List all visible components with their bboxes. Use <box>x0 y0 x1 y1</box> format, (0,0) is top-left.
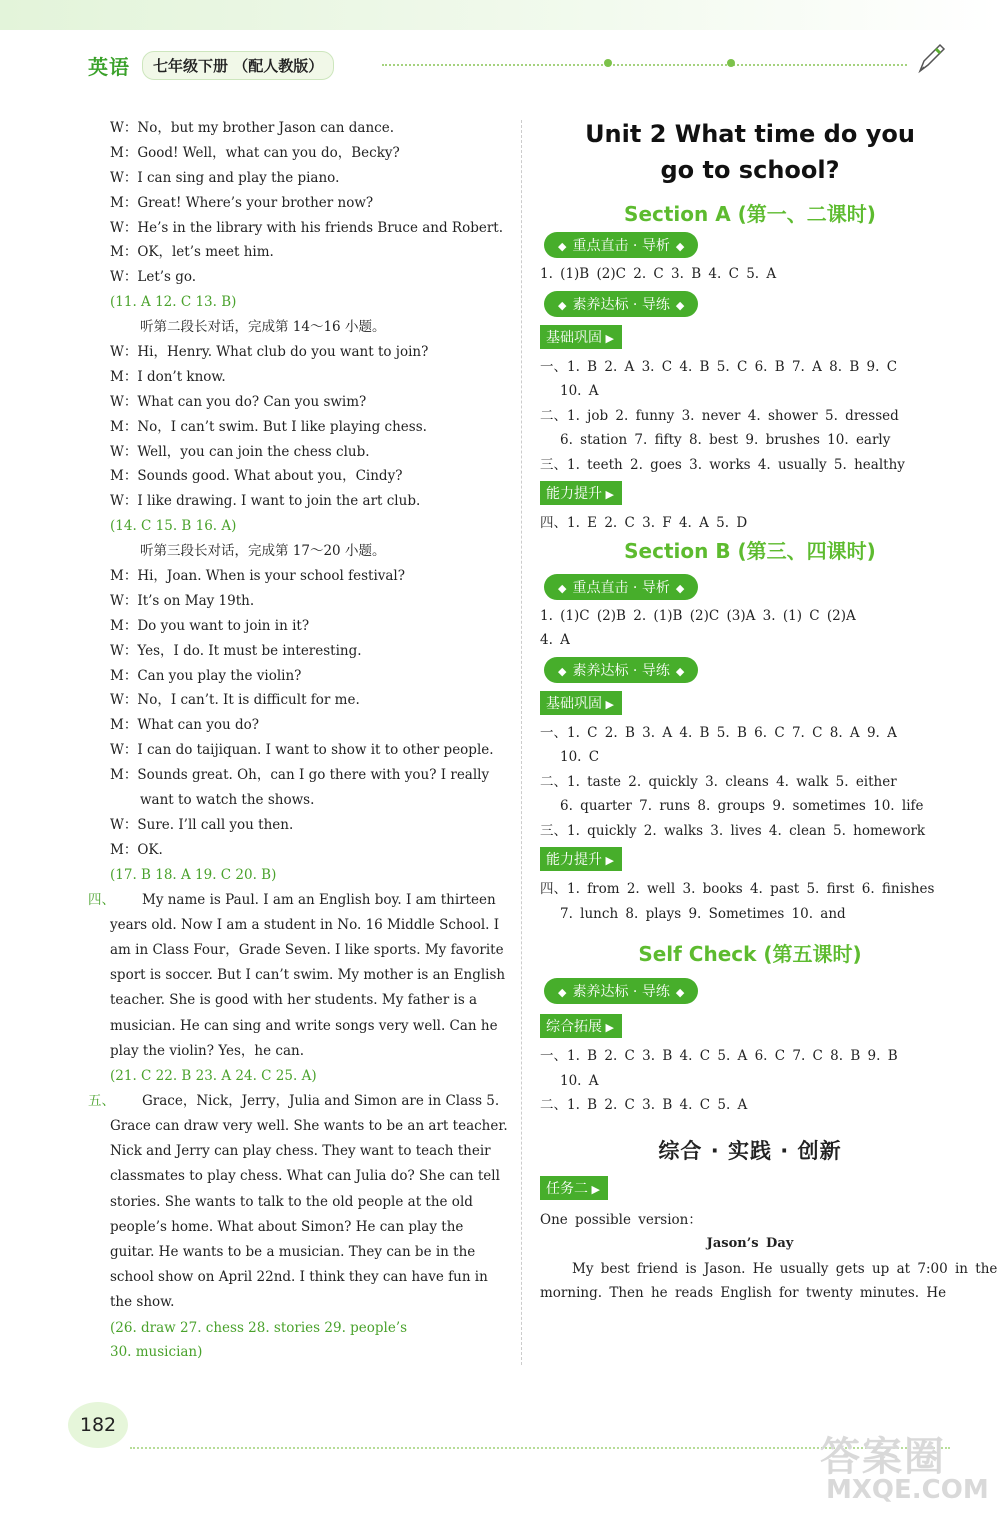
passage-line <box>110 1290 505 1315</box>
dialogue-line: W：Well，you can join the chess club. <box>110 443 370 460</box>
dialogue-line: want to watch the shows. <box>140 792 315 809</box>
header-divider <box>382 64 907 66</box>
answers-30: 30. musician) <box>110 1344 203 1361</box>
answer-line: 四、1. from 2. well 3. books 4. past 5. first 6. finishes <box>540 881 935 897</box>
passage-text: the show. <box>110 1294 175 1311</box>
dialogue-line: W：No，I can’t. It is difficult for me. <box>110 692 360 709</box>
passage-line <box>110 1014 505 1039</box>
passage-text: musician. He can sing and write songs very well. Can he <box>110 1017 498 1034</box>
passage-text: years old. Now I am a student in No. 16 Middle School. I <box>110 916 500 933</box>
answer-line: 4. A <box>540 632 570 648</box>
passage-text: stories. She wants to talk to the old people at the old <box>110 1193 473 1210</box>
passage-line <box>110 988 505 1013</box>
dialogue-line: M：What can you do? <box>110 717 260 734</box>
header-dot <box>604 59 612 67</box>
tag-ability: 能力提升 ▶ <box>540 481 622 505</box>
answers-26-29: (26. draw 27. chess 28. stories 29. people’s <box>110 1319 408 1336</box>
dialogue-line: 听第三段长对话，完成第 17～20 小题。 <box>140 543 386 560</box>
grade-label: 七年级下册 （配人教版） <box>142 51 334 80</box>
passage-line <box>88 1089 505 1114</box>
dialogue-line: M：No，I can’t swim. But I like playing chess. <box>110 418 427 435</box>
passage-line <box>110 1114 508 1139</box>
page-number: 182 <box>68 1402 128 1448</box>
section-number: 四、 <box>88 891 115 908</box>
passage-text: am in Class Four，Grade Seven. I like sports. My favorite <box>110 941 504 958</box>
essay-line: My best friend is Jason. He usually gets up at 7:00 in the <box>572 1260 998 1277</box>
dialogue-line: M：Can you play the violin? <box>110 667 302 684</box>
passage-text: play the violin? Yes，he can. <box>110 1042 304 1059</box>
answer-line: (11. A 12. C 13. B) <box>110 294 237 311</box>
essay-title: Jason’s Day <box>706 1236 794 1251</box>
dialogue-line: W：Yes，I do. It must be interesting. <box>110 642 362 659</box>
passage-text: teacher. She is good with her students. My father is a <box>110 992 478 1009</box>
answer-line: 一、1. B 2. A 3. C 4. B 5. C 6. B 7. A 8. B 9. C <box>540 358 898 375</box>
answer-line: 二、1. job 2. funny 3. never 4. shower 5. dressed <box>540 407 899 424</box>
header-dot <box>727 59 735 67</box>
passage-line <box>110 1265 505 1290</box>
passage-line <box>110 938 505 963</box>
answer-line: 10. A <box>560 383 599 399</box>
dialogue-line: M：Good! Well，what can you do，Becky? <box>110 144 400 161</box>
passage-line <box>110 1240 505 1265</box>
dialogue-line: M：Sounds great. Oh，can I go there with you? I really <box>110 767 490 784</box>
answer-line: 一、1. B 2. C 3. B 4. C 5. A 6. C 7. C 8. B 9. B <box>540 1048 898 1064</box>
column-divider <box>521 120 522 1365</box>
answer-line: 10. C <box>560 749 600 765</box>
self-check-title: Self Check (第五课时) <box>638 942 862 966</box>
answer-line: 三、1. quickly 2. walks 3. lives 4. clean 5. homework <box>540 822 926 839</box>
answer-line: (17. B 18. A 19. C 20. B) <box>110 866 277 883</box>
dialogue-line: M：Sounds good. What about you，Cindy? <box>110 468 403 485</box>
answer-line: (14. C 15. B 16. A) <box>110 518 237 535</box>
dialogue-line: W：No，but my brother Jason can dance. <box>110 120 394 136</box>
passage-text: guitar. He wants to be a musician. They can be in the <box>110 1243 476 1260</box>
answer-line: 四、1. E 2. C 3. F 4. A 5. D <box>540 515 748 531</box>
answer-line: 三、1. teeth 2. goes 3. works 4. usually 5. healthy <box>540 456 905 473</box>
tag-extension: 综合拓展 ▶ <box>540 1014 622 1038</box>
answer-line: 7. lunch 8. plays 9. Sometimes 10. and <box>560 905 846 922</box>
passage-line <box>110 1139 505 1164</box>
passage-text: Grace，Nick，Jerry，Julia and Simon are in Class 5. <box>142 1092 500 1109</box>
dialogue-line: M：Great! Where’s your brother now? <box>110 194 374 211</box>
dialogue-line: W：What can you do? Can you swim? <box>110 393 367 410</box>
dialogue-line: W：It’s on May 19th. <box>110 592 255 609</box>
dialogue-line: W：Hi，Henry. What club do you want to join? <box>110 344 429 361</box>
passage-text: sport is soccer. But I can’t swim. My mother is an English <box>110 967 506 984</box>
section-number: 五、 <box>88 1092 115 1109</box>
passage-line <box>110 1039 505 1064</box>
answer-line: 二、1. taste 2. quickly 3. cleans 4. walk 5. either <box>540 773 897 790</box>
banner-practice: ◆ 素养达标 · 导练 ◆ <box>544 291 698 317</box>
section-five <box>88 1089 508 1365</box>
answer-line: 1. (1)B (2)C 2. C 3. B 4. C 5. A <box>540 266 777 282</box>
dialogue-line: W：Sure. I’ll call you then. <box>110 816 294 833</box>
unit-title-line-1: Unit 2 What time do you <box>585 120 915 148</box>
banner-key-points: ◆ 重点直击 · 导析 ◆ <box>544 574 698 600</box>
passage-text: classmates to play chess. What can Julia do? She can tell <box>110 1168 500 1185</box>
tag-basics: 基础巩固 ▶ <box>540 691 622 715</box>
answer-line: 10. A <box>560 1072 599 1089</box>
passage-text: school show on April 22nd. I think they can have fun in <box>110 1269 488 1286</box>
passage-line <box>110 963 505 988</box>
banner-key-points: ◆ 重点直击 · 导析 ◆ <box>544 232 698 258</box>
watermark-logo: 答案圈 <box>820 1434 946 1480</box>
dialogue-line: M：Do you want to join in it? <box>110 617 310 634</box>
unit-title-line-2: go to school? <box>660 156 840 184</box>
passage-text: My name is Paul. I am an English boy. I am thirteen <box>142 891 496 908</box>
dialogue-line: M：I don’t know. <box>110 368 226 385</box>
dialogue-line: M：OK. <box>110 841 163 858</box>
subject-label: 英语 <box>88 54 130 79</box>
dialogue-line: M：Hi，Joan. When is your school festival? <box>110 568 405 585</box>
passage-text: Nick and Jerry can play chess. They want to teach their <box>110 1143 491 1160</box>
version-label: One possible version： <box>540 1211 702 1228</box>
dialogue-line: W：I like drawing. I want to join the art club. <box>110 493 421 510</box>
answer-line: 二、1. B 2. C 3. B 4. C 5. A <box>540 1097 748 1113</box>
tag-ability: 能力提升 ▶ <box>540 847 622 871</box>
dialogue-line: W：He’s in the library with his friends Bruce and Robert. <box>110 219 504 236</box>
essay-line: morning. Then he reads English for twenty minutes. He <box>540 1285 947 1301</box>
tag-task-two: 任务二 ▶ <box>540 1176 608 1200</box>
top-decor-band <box>0 0 1000 30</box>
banner-practice: ◆ 素养达标 · 导练 ◆ <box>544 978 698 1004</box>
section-a-title: Section A (第一、二课时) <box>624 202 876 226</box>
answer-line: 1. (1)C (2)B 2. (1)B (2)C (3)A 3. (1) C (2)A <box>540 607 856 624</box>
passage-line <box>110 913 505 938</box>
answer-line: 6. station 7. fifty 8. best 9. brushes 10. early <box>560 432 891 448</box>
right-column <box>540 116 998 1306</box>
tag-basics: 基础巩固 ▶ <box>540 325 622 349</box>
pen-icon <box>916 41 946 75</box>
dialogue-line: 听第二段长对话，完成第 14～16 小题。 <box>140 319 386 336</box>
passage-line <box>110 1190 505 1215</box>
section-four <box>88 888 506 1089</box>
watermark-url: MXQE.COM <box>826 1475 989 1505</box>
dialogue-line: W：Let’s go. <box>110 269 197 286</box>
answer-line: 一、1. C 2. B 3. A 4. B 5. B 6. C 7. C 8. A 9. A <box>540 724 897 741</box>
dialogue-line: W：I can do taijiquan. I want to show it to other people. <box>110 742 494 759</box>
passage-text: Grace can draw very well. She wants to be an art teacher. <box>110 1118 508 1134</box>
left-column <box>88 116 508 1365</box>
banner-practice: ◆ 素养达标 · 导练 ◆ <box>544 657 698 683</box>
answer-line: 6. quarter 7. runs 8. groups 9. sometimes 10. life <box>560 798 924 814</box>
dialogue-line: M：OK，let’s meet him. <box>110 244 274 261</box>
dialogue-line: W：I can sing and play the piano. <box>110 169 340 186</box>
passage-line <box>110 1215 505 1240</box>
passage-text: people’s home. What about Simon? He can play the <box>110 1218 464 1235</box>
passage-line <box>110 1164 505 1189</box>
page-header <box>88 50 334 80</box>
practice-title: 综合 · 实践 · 创新 <box>658 1138 842 1163</box>
passage-line <box>88 888 505 913</box>
dialogue-lines <box>110 116 505 888</box>
section-b-title: Section B (第三、四课时) <box>624 538 876 563</box>
answers-21-25: (21. C 22. B 23. A 24. C 25. A) <box>110 1067 317 1084</box>
